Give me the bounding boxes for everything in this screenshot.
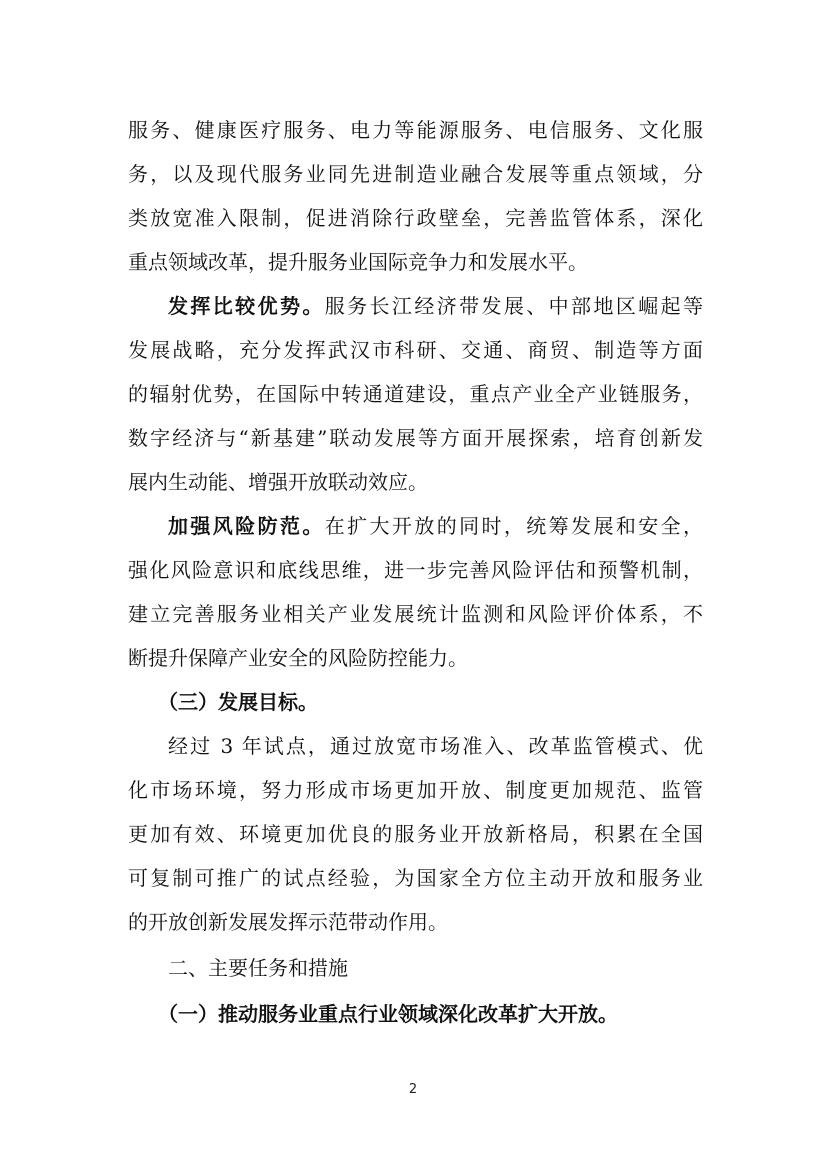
- para2-line-2: 发展战略，充分发挥武汉市科研、交通、商贸、制造等方面: [128, 338, 703, 362]
- para3-line-4: 断提升保障产业安全的风险防控能力。: [128, 646, 468, 670]
- para1-line-1: 服务、健康医疗服务、电力等能源服务、电信服务、文化服: [128, 118, 703, 142]
- para3-lead: 加强风险防范。: [168, 514, 325, 538]
- para4-line-5: 的开放创新发展发挥示范带动作用。: [128, 910, 448, 934]
- heading-goals: （三）发展目标。: [158, 690, 318, 714]
- para4-line-4: 可复制可推广的试点经验，为国家全方位主动开放和服务业: [128, 866, 703, 890]
- para2-lead: 发挥比较优势。: [168, 294, 325, 318]
- heading-subsection-1: （一）推动服务业重点行业领域深化改革扩大开放。: [158, 1002, 618, 1026]
- para4-line-3: 更加有效、环境更加优良的服务业开放新格局，积累在全国: [128, 822, 703, 846]
- para3-line-2: 强化风险意识和底线思维，进一步完善风险评估和预警机制，: [128, 558, 703, 582]
- para1-line-2: 务，以及现代服务业同先进制造业融合发展等重点领域，分: [128, 162, 703, 186]
- para1-line-3: 类放宽准入限制，促进消除行政壁垒，完善监管体系，深化: [128, 206, 703, 230]
- para2-line-4: 数字经济与“新基建”联动发展等方面开展探索，培育创新发: [128, 426, 703, 450]
- para2-line-3: 的辐射优势，在国际中转通道建设，重点产业全产业链服务，: [128, 382, 703, 406]
- para4-line-1: 经过 3 年试点，通过放宽市场准入、改革监管模式、优: [168, 734, 703, 758]
- para3-line-3: 建立完善服务业相关产业发展统计监测和风险评价体系，不: [128, 602, 703, 626]
- para2-first-rest: 服务长江经济带发展、中部地区崛起等: [324, 294, 704, 318]
- para1-line-4: 重点领域改革，提升服务业国际竞争力和发展水平。: [128, 250, 588, 274]
- page-number: 2: [408, 1082, 418, 1097]
- heading-section-2: 二、主要任务和措施: [168, 956, 348, 980]
- para3-line-1: [168, 514, 703, 538]
- para2-line-1: [168, 294, 703, 318]
- para3-first-rest: 在扩大开放的同时，统筹发展和安全，: [324, 514, 704, 538]
- para4-line-2: 化市场环境，努力形成市场更加开放、制度更加规范、监管: [128, 778, 703, 802]
- para2-line-5: 展内生动能、增强开放联动效应。: [128, 470, 428, 494]
